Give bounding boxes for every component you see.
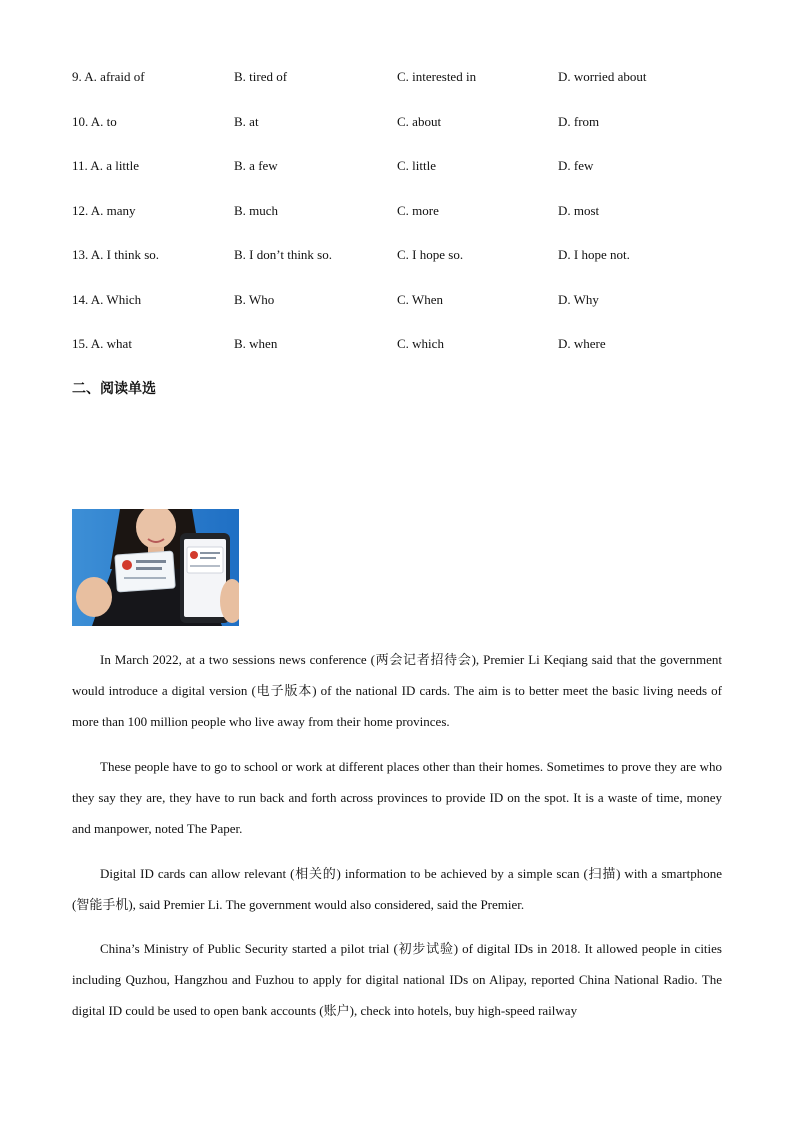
option-b: B. Who <box>234 292 275 307</box>
paragraph-2: These people have to go to school or work at different places other than their homes. Sometimes to prove they are who they say they are, they have to run back and forth across provinces to provide ID on the spot. It is a waste of time, money and manpower, noted The Paper. <box>72 759 722 836</box>
option-row <box>72 114 732 134</box>
option-d: D. most <box>558 203 600 218</box>
option-row <box>72 247 732 267</box>
option-row <box>72 69 732 89</box>
option-b: B. when <box>234 336 278 351</box>
option-a: 15. A. what <box>72 336 132 351</box>
option-d: D. from <box>558 114 600 129</box>
option-a: 13. A. I think so. <box>72 247 160 262</box>
option-d: D. I hope not. <box>558 247 630 262</box>
option-b: B. I don’t think so. <box>234 247 332 262</box>
option-d: D. worried about <box>558 69 647 84</box>
option-a: 14. A. Which <box>72 292 142 307</box>
option-c: C. little <box>397 158 436 173</box>
option-row <box>72 158 732 178</box>
option-c: C. which <box>397 336 444 351</box>
option-a: 9. A. afraid of <box>72 69 145 84</box>
option-a: 11. A. a little <box>72 158 140 173</box>
option-row <box>72 336 732 356</box>
paragraph-1: In March 2022, at a two sessions news conference (两会记者招待会), Premier Li Keqiang said that the government would introduce a digital version (电子版本) of the national ID cards. The aim is to better meet the basic living needs of more than 100 million people who live away from their home provinces. <box>72 652 722 729</box>
paragraph-4: China’s Ministry of Public Security started a pilot trial (初步试验) of digital IDs in 2018. It allowed people in cities including Quzhou, Hangzhou and Fuzhou to apply for digital national IDs on Alipay, reported China National Radio. The digital ID could be used to open bank accounts (账户), check into hotels, buy high-speed railway <box>72 941 722 1018</box>
option-d: D. Why <box>558 292 599 307</box>
option-a: 10. A. to <box>72 114 117 129</box>
option-b: B. much <box>234 203 279 218</box>
option-c: C. interested in <box>397 69 477 84</box>
option-c: C. more <box>397 203 439 218</box>
section-title: 二、阅读单选 <box>72 381 156 397</box>
option-row <box>72 203 732 223</box>
paragraph-3: Digital ID cards can allow relevant (相关的) information to be achieved by a simple scan (扫描) with a smartphone (智能手机), said Premier Li. The government would also considered, said the Premier. <box>72 866 722 912</box>
id-card-photo <box>72 509 239 626</box>
option-d: D. few <box>558 158 594 173</box>
option-b: B. a few <box>234 158 278 173</box>
option-a: 12. A. many <box>72 203 136 218</box>
option-row <box>72 292 732 312</box>
option-c: C. I hope so. <box>397 247 464 262</box>
option-c: C. about <box>397 114 442 129</box>
option-b: B. at <box>234 114 259 129</box>
option-b: B. tired of <box>234 69 288 84</box>
option-d: D. where <box>558 336 606 351</box>
option-c: C. When <box>397 292 443 307</box>
